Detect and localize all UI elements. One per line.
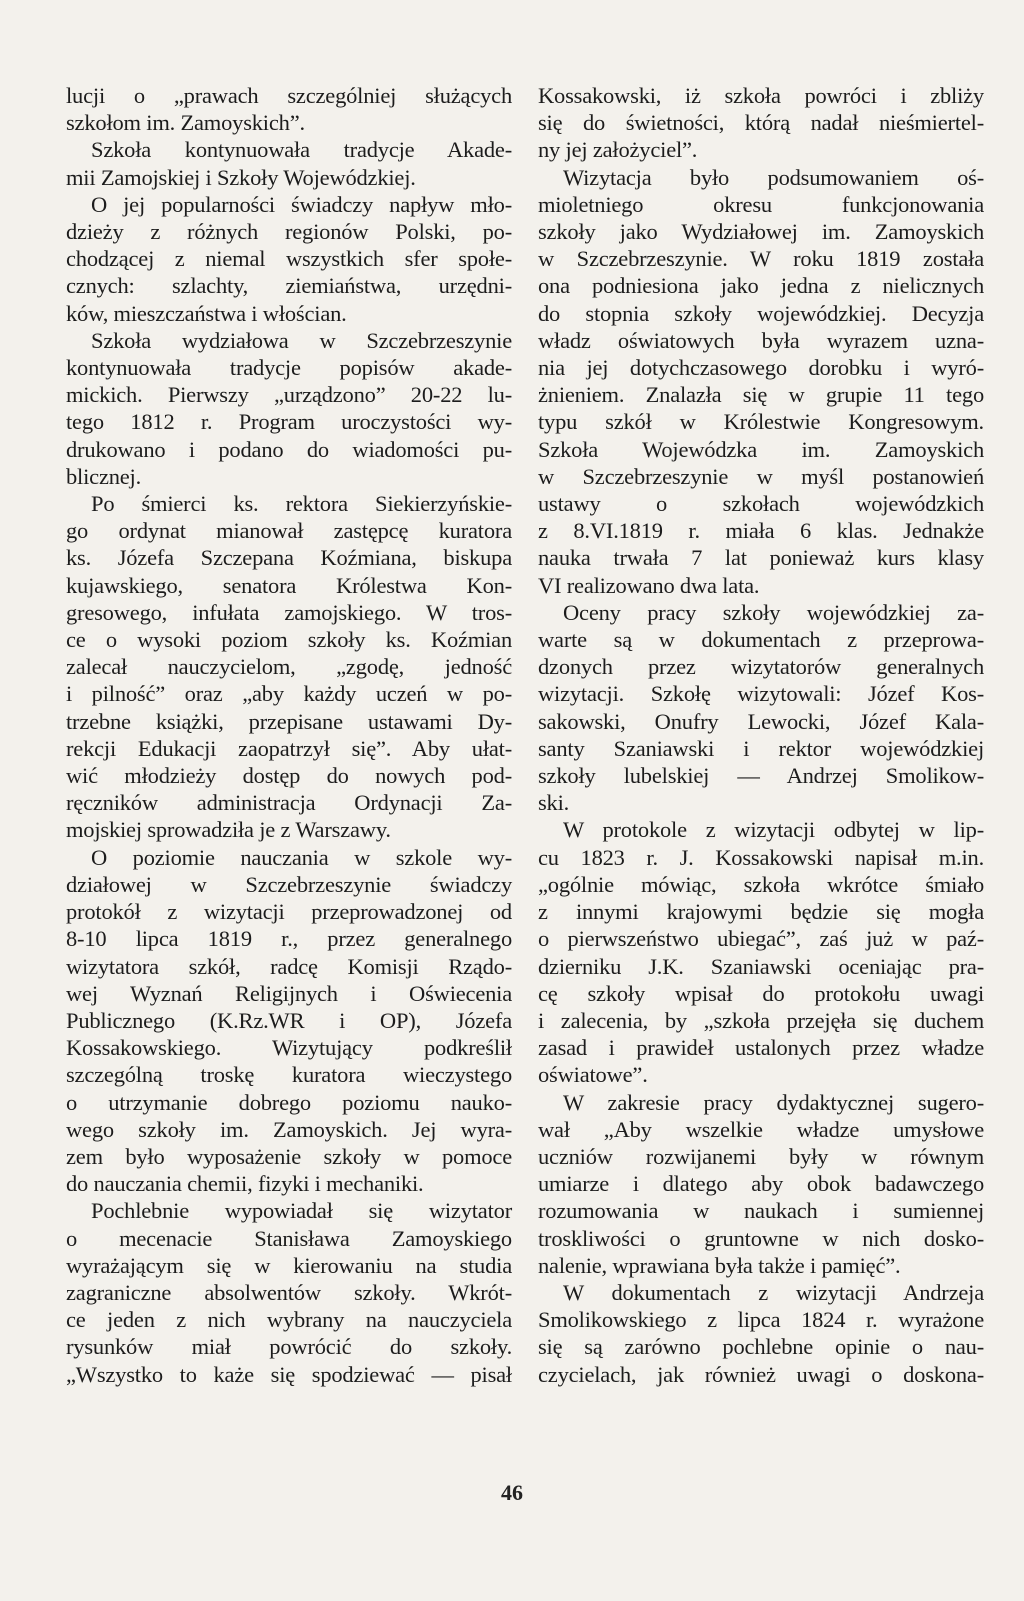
text-line: cę szkoły wpisał do protokołu uwagi — [538, 980, 984, 1006]
text-line: Publicznego (K.Rz.WR i OP), Józefa — [66, 1007, 512, 1033]
text-line: żnieniem. Znalazła się w grupie 11 tego — [538, 382, 984, 408]
text-line: gresowego, infułata zamojskiego. W tros- — [66, 599, 512, 625]
text-line: cznych: szlachty, ziemiaństwa, urzędni- — [66, 273, 512, 299]
text-line: szczególną troskę kuratora wieczystego — [66, 1062, 512, 1088]
right-text-column — [538, 82, 984, 1388]
text-line: tego 1812 r. Program uroczystości wy- — [66, 409, 512, 435]
text-line: W protokole z wizytacji odbytej w lip- — [563, 817, 984, 843]
text-line: zalecał nauczycielom, „zgodę, jedność — [66, 654, 512, 680]
text-line: mickich. Pierwszy „urządzono” 20-22 lu- — [66, 382, 512, 408]
text-line: troskliwości o gruntowne w nich dosko- — [538, 1225, 984, 1251]
text-line: santy Szaniawski i rektor wojewódzkiej — [538, 735, 984, 761]
text-line: protokół z wizytacji przeprowadzonej od — [66, 899, 512, 925]
text-line: ustawy o szkołach wojewódzkich — [538, 491, 984, 517]
text-line: Pochlebnie wypowiadał się wizytator — [91, 1198, 512, 1224]
text-line: szkoły jako Wydziałowej im. Zamoyskich — [538, 219, 984, 245]
text-line: wej Wyznań Religijnych i Oświecenia — [66, 980, 512, 1006]
text-line: o utrzymanie dobrego poziomu nauko- — [66, 1089, 512, 1115]
text-line: mioletniego okresu funkcjonowania — [538, 191, 984, 217]
text-line: zasad i prawideł ustalonych przez władze — [538, 1035, 984, 1061]
text-line: Szkoła kontynuowała tradycje Akade- — [91, 137, 512, 163]
text-line: VI realizowano dwa lata. — [538, 572, 760, 598]
text-line: i pilność” oraz „aby każdy uczeń w po- — [66, 681, 512, 707]
text-line: ks. Józefa Szczepana Koźmiana, biskupa — [66, 545, 512, 571]
text-line: cu 1823 r. J. Kossakowski napisał m.in. — [538, 844, 984, 870]
text-line: „ogólnie mówiąc, szkoła wkrótce śmiało — [538, 871, 984, 897]
text-line: dzierniku J.K. Szaniawski oceniając pra- — [538, 953, 984, 979]
text-line: się do świetności, którą nadał nieśmiertel- — [538, 110, 984, 136]
text-line: wego szkoły im. Zamoyskich. Jej wyra- — [66, 1116, 512, 1142]
text-line: sakowski, Onufry Lewocki, Józef Kala- — [538, 708, 984, 734]
text-line: do stopnia szkoły wojewódzkiej. Decyzja — [538, 300, 984, 326]
text-line: czycielach, jak również uwagi o doskona- — [538, 1361, 984, 1387]
text-line: władz oświatowych była wyrazem uzna- — [538, 327, 984, 353]
text-line: trzebne książki, przepisane ustawami Dy- — [66, 708, 512, 734]
text-line: Szkoła wydziałowa w Szczebrzeszynie — [91, 327, 512, 353]
text-line: do nauczania chemii, fizyki i mechaniki. — [66, 1171, 424, 1197]
text-line: lucji o „prawach szczególniej służących — [66, 83, 512, 108]
text-line: chodzącej z niemal wszystkich sfer społe- — [66, 246, 512, 272]
text-line: szkołom im. Zamoyskich”. — [66, 110, 305, 136]
text-line: z 8.VI.1819 r. miała 6 klas. Jednakże — [538, 518, 984, 544]
text-line: oświatowe”. — [538, 1062, 648, 1088]
text-line: Szkoła Wojewódzka im. Zamoyskich — [538, 436, 984, 462]
text-line: ręczników administracja Ordynacji Za- — [66, 790, 512, 816]
text-line: o mecenacie Stanisława Zamoyskiego — [66, 1225, 512, 1251]
text-line: mojskiej sprowadziła je z Warszawy. — [66, 817, 391, 843]
text-line: mii Zamojskiej i Szkoły Wojewódzkiej. — [66, 164, 416, 190]
text-line: Wizytacja było podsumowaniem oś- — [563, 164, 984, 190]
text-line: umiarze i dlatego aby obok badawczego — [538, 1171, 984, 1197]
text-line: 8-10 lipca 1819 r., przez generalnego — [66, 926, 512, 952]
text-line: w Szczebrzeszynie w myśl postanowień — [538, 463, 984, 489]
page-number: 46 — [501, 1480, 523, 1505]
text-line: ce o wysoki poziom szkoły ks. Koźmian — [66, 627, 512, 653]
text-line: wał „Aby wszelkie władze umysłowe — [538, 1116, 984, 1142]
text-line: ków, mieszczaństwa i włościan. — [66, 300, 347, 326]
left-text-column — [66, 82, 512, 1388]
text-line: wizytacji. Szkołę wizytowali: Józef Kos- — [538, 681, 984, 707]
text-line: Oceny pracy szkoły wojewódzkiej za- — [563, 599, 984, 625]
text-line: nalenie, wprawiana była także i pamięć”. — [538, 1252, 901, 1278]
text-line: ona podniesiona jako jedna z nielicznych — [538, 273, 984, 299]
text-line: uczniów rozwijanemi były w równym — [538, 1143, 984, 1169]
text-line: nauka trwała 7 lat ponieważ kurs klasy — [538, 545, 984, 571]
text-line: rysunków miał powrócić do szkoły. — [66, 1334, 512, 1360]
text-line: o pierwszeństwo ubiegać”, zaś już w paź- — [538, 926, 984, 952]
text-line: kontynuowała tradycje popisów akade- — [66, 355, 512, 381]
text-line: szkoły lubelskiej — Andrzej Smolikow- — [538, 763, 984, 789]
text-line: dzieży z różnych regionów Polski, po- — [66, 219, 512, 245]
text-line: warte są w dokumentach z przeprowa- — [538, 627, 984, 653]
text-line: się są zarówno pochlebne opinie o nau- — [538, 1334, 984, 1360]
text-line: W zakresie pracy dydaktycznej sugero- — [563, 1089, 984, 1115]
text-line: blicznej. — [66, 463, 142, 489]
text-line: „Wszystko to każe się spodziewać — pisał — [66, 1361, 512, 1387]
text-line: zagraniczne absolwentów szkoły. Wkrót- — [66, 1279, 512, 1305]
text-line: z innymi krajowymi będzie się mogła — [538, 899, 984, 925]
text-line: rozumowania w naukach i sumiennej — [538, 1198, 984, 1224]
text-line: Kossakowskiego. Wizytujący podkreślił — [66, 1035, 512, 1061]
text-line: i zalecenia, by „szkoła przejęła się duchem — [538, 1007, 984, 1033]
text-line: wić młodzieży dostęp do nowych pod- — [66, 763, 512, 789]
text-line: W dokumentach z wizytacji Andrzeja — [563, 1279, 984, 1305]
text-line: w Szczebrzeszynie. W roku 1819 została — [538, 246, 984, 272]
text-line: ce jeden z nich wybrany na nauczyciela — [66, 1307, 512, 1333]
text-line: kujawskiego, senatora Królestwa Kon- — [66, 572, 512, 598]
text-line: działowej w Szczebrzeszynie świadczy — [66, 871, 512, 897]
text-line: dzonych przez wizytatorów generalnych — [538, 654, 984, 680]
text-line: Smolikowskiego z lipca 1824 r. wyrażone — [538, 1307, 984, 1333]
text-line: zem było wyposażenie szkoły w pomoce — [66, 1143, 512, 1169]
text-line: drukowano i podano do wiadomości pu- — [66, 436, 512, 462]
text-line: wyrażającym się w kierowaniu na studia — [66, 1252, 512, 1278]
text-line: wizytatora szkół, radcę Komisji Rządo- — [66, 953, 512, 979]
text-line: go ordynat mianował zastępcę kuratora — [66, 518, 512, 544]
text-line: rekcji Edukacji zaopatrzył się”. Aby ułat- — [66, 735, 512, 761]
text-line: O jej popularności świadczy napływ mło- — [91, 191, 512, 217]
text-line: O poziomie nauczania w szkole wy- — [91, 844, 512, 870]
text-line: ny jej założyciel”. — [538, 137, 698, 163]
text-line: Kossakowski, iż szkoła powróci i zbliży — [538, 83, 984, 108]
text-line: typu szkół w Królestwie Kongresowym. — [538, 409, 984, 435]
text-line: nia jej dotychczasowego dorobku i wyró- — [538, 355, 984, 381]
text-line: Po śmierci ks. rektora Siekierzyńskie- — [91, 491, 512, 517]
text-line: ski. — [538, 790, 570, 816]
